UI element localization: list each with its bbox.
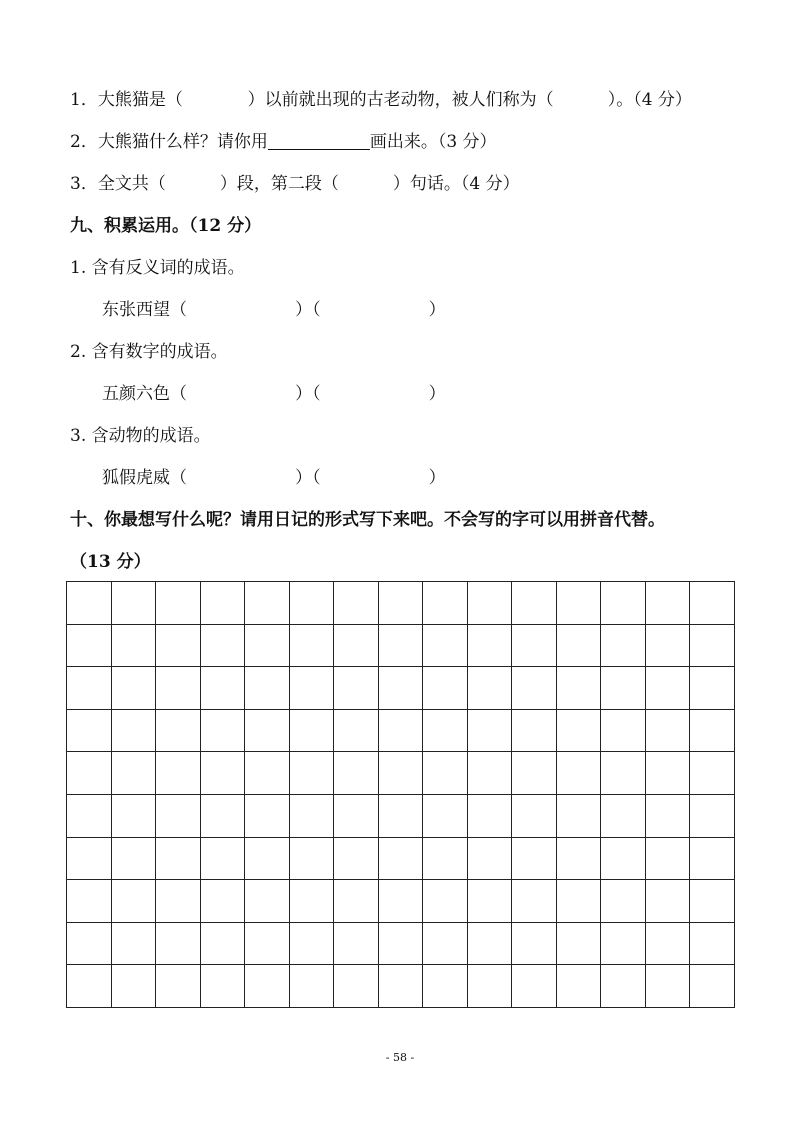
writing-grid-cell[interactable] bbox=[201, 838, 246, 881]
writing-grid-cell[interactable] bbox=[646, 710, 691, 753]
writing-grid-cell[interactable] bbox=[557, 923, 602, 966]
writing-grid-cell[interactable] bbox=[112, 625, 157, 668]
writing-grid-cell[interactable] bbox=[290, 880, 335, 923]
writing-grid[interactable] bbox=[66, 581, 735, 1008]
writing-grid-cell[interactable] bbox=[601, 710, 646, 753]
writing-grid-cell[interactable] bbox=[601, 838, 646, 881]
writing-grid-cell[interactable] bbox=[112, 923, 157, 966]
question-2-text-b: 画出来。（3 分） bbox=[369, 132, 497, 152]
writing-grid-cell[interactable] bbox=[557, 838, 602, 881]
writing-grid-cell[interactable] bbox=[512, 965, 557, 1008]
writing-grid-cell[interactable] bbox=[156, 923, 201, 966]
writing-grid-cell[interactable] bbox=[67, 880, 112, 923]
writing-grid-cell[interactable] bbox=[690, 710, 735, 753]
writing-grid-cell[interactable] bbox=[290, 923, 335, 966]
writing-grid-cell[interactable] bbox=[201, 880, 246, 923]
writing-grid-cell[interactable] bbox=[379, 923, 424, 966]
writing-grid-cell[interactable] bbox=[245, 880, 290, 923]
question-2 bbox=[70, 131, 497, 153]
writing-grid-cell[interactable] bbox=[245, 795, 290, 838]
writing-grid-cell[interactable] bbox=[334, 710, 379, 753]
writing-grid-cell[interactable] bbox=[512, 625, 557, 668]
writing-grid-cell[interactable] bbox=[646, 923, 691, 966]
writing-grid-cell[interactable] bbox=[512, 710, 557, 753]
writing-grid-cell[interactable] bbox=[334, 625, 379, 668]
writing-grid-cell[interactable] bbox=[245, 582, 290, 625]
writing-grid-cell[interactable] bbox=[646, 667, 691, 710]
writing-grid-cell[interactable] bbox=[245, 838, 290, 881]
writing-grid-cell[interactable] bbox=[690, 667, 735, 710]
writing-grid-cell[interactable] bbox=[245, 752, 290, 795]
writing-grid-cell[interactable] bbox=[67, 795, 112, 838]
writing-grid-cell[interactable] bbox=[423, 667, 468, 710]
writing-grid-cell[interactable] bbox=[468, 710, 513, 753]
writing-grid-cell[interactable] bbox=[690, 838, 735, 881]
writing-grid-cell[interactable] bbox=[512, 880, 557, 923]
section-9-item-3-example: 狐假虎威（ ）（ ） bbox=[102, 468, 446, 488]
writing-grid-cell[interactable] bbox=[334, 795, 379, 838]
writing-grid-cell[interactable] bbox=[423, 625, 468, 668]
writing-grid-cell[interactable] bbox=[512, 752, 557, 795]
writing-grid-cell[interactable] bbox=[379, 838, 424, 881]
section-9-item-2-label: 2. 含有数字的成语。 bbox=[70, 342, 228, 362]
writing-grid-cell[interactable] bbox=[646, 625, 691, 668]
writing-grid-cell[interactable] bbox=[67, 710, 112, 753]
writing-grid-cell[interactable] bbox=[423, 582, 468, 625]
writing-grid-cell[interactable] bbox=[201, 667, 246, 710]
writing-grid-cell[interactable] bbox=[423, 795, 468, 838]
writing-grid-cell[interactable] bbox=[601, 795, 646, 838]
writing-grid-cell[interactable] bbox=[67, 965, 112, 1008]
writing-grid-cell[interactable] bbox=[468, 795, 513, 838]
writing-grid-cell[interactable] bbox=[601, 625, 646, 668]
writing-grid-cell[interactable] bbox=[334, 880, 379, 923]
writing-grid-cell[interactable] bbox=[379, 880, 424, 923]
writing-grid-cell[interactable] bbox=[334, 582, 379, 625]
writing-grid-cell[interactable] bbox=[334, 838, 379, 881]
writing-grid-cell[interactable] bbox=[512, 582, 557, 625]
writing-grid-cell[interactable] bbox=[512, 838, 557, 881]
writing-grid-cell[interactable] bbox=[245, 625, 290, 668]
writing-grid-cell[interactable] bbox=[557, 667, 602, 710]
writing-grid-cell[interactable] bbox=[67, 838, 112, 881]
page-number: - 58 - bbox=[385, 1051, 415, 1064]
writing-grid-cell[interactable] bbox=[112, 838, 157, 881]
writing-grid-cell[interactable] bbox=[690, 923, 735, 966]
writing-grid-cell[interactable] bbox=[67, 923, 112, 966]
writing-grid-cell[interactable] bbox=[512, 667, 557, 710]
writing-grid-cell[interactable] bbox=[112, 710, 157, 753]
section-10-heading: 十、你最想写什么呢？请用日记的形式写下来吧。不会写的字可以用拼音代替。 bbox=[70, 510, 665, 530]
writing-grid-cell[interactable] bbox=[290, 582, 335, 625]
writing-grid-cell[interactable] bbox=[557, 795, 602, 838]
writing-grid-cell[interactable] bbox=[290, 625, 335, 668]
writing-grid-cell[interactable] bbox=[468, 667, 513, 710]
writing-grid-cell[interactable] bbox=[156, 625, 201, 668]
writing-grid-cell[interactable] bbox=[379, 710, 424, 753]
writing-grid-cell[interactable] bbox=[690, 582, 735, 625]
writing-grid-cell[interactable] bbox=[468, 965, 513, 1008]
writing-grid-cell[interactable] bbox=[156, 710, 201, 753]
writing-grid-cell[interactable] bbox=[201, 710, 246, 753]
writing-grid-cell[interactable] bbox=[67, 625, 112, 668]
writing-grid-cell[interactable] bbox=[601, 582, 646, 625]
writing-grid-cell[interactable] bbox=[468, 923, 513, 966]
question-2-text-a: 2．大熊猫什么样？请你用 bbox=[70, 132, 268, 152]
writing-grid-cell[interactable] bbox=[245, 923, 290, 966]
writing-grid-cell[interactable] bbox=[290, 710, 335, 753]
writing-grid-cell[interactable] bbox=[201, 923, 246, 966]
writing-grid-cell[interactable] bbox=[557, 752, 602, 795]
writing-grid-cell[interactable] bbox=[690, 625, 735, 668]
writing-grid-cell[interactable] bbox=[112, 880, 157, 923]
writing-grid-cell[interactable] bbox=[379, 752, 424, 795]
writing-grid-cell[interactable] bbox=[557, 625, 602, 668]
writing-grid-cell[interactable] bbox=[201, 752, 246, 795]
writing-grid-cell[interactable] bbox=[245, 965, 290, 1008]
writing-grid-cell[interactable] bbox=[423, 965, 468, 1008]
writing-grid-cell[interactable] bbox=[512, 923, 557, 966]
writing-grid-cell[interactable] bbox=[646, 795, 691, 838]
writing-grid-cell[interactable] bbox=[468, 838, 513, 881]
question-1: 1．大熊猫是（ ）以前就出现的古老动物，被人们称为（ ）。（4 分） bbox=[70, 90, 692, 110]
writing-grid-cell[interactable] bbox=[690, 752, 735, 795]
writing-grid-cell[interactable] bbox=[156, 965, 201, 1008]
writing-grid-cell[interactable] bbox=[156, 838, 201, 881]
writing-grid-cell[interactable] bbox=[557, 582, 602, 625]
writing-grid-cell[interactable] bbox=[601, 923, 646, 966]
writing-grid-cell[interactable] bbox=[290, 752, 335, 795]
writing-grid-cell[interactable] bbox=[245, 667, 290, 710]
writing-grid-cell[interactable] bbox=[112, 582, 157, 625]
writing-grid-cell[interactable] bbox=[112, 965, 157, 1008]
writing-grid-cell[interactable] bbox=[379, 582, 424, 625]
writing-grid-cell[interactable] bbox=[557, 710, 602, 753]
writing-grid-cell[interactable] bbox=[601, 667, 646, 710]
writing-grid-cell[interactable] bbox=[379, 965, 424, 1008]
writing-grid-cell[interactable] bbox=[67, 582, 112, 625]
writing-grid-cell[interactable] bbox=[156, 795, 201, 838]
writing-grid-cell[interactable] bbox=[468, 752, 513, 795]
writing-grid-cell[interactable] bbox=[646, 838, 691, 881]
writing-grid-cell[interactable] bbox=[557, 965, 602, 1008]
writing-grid-cell[interactable] bbox=[245, 710, 290, 753]
section-9-heading: 九、积累运用。（12 分） bbox=[70, 216, 262, 236]
writing-grid-cell[interactable] bbox=[334, 667, 379, 710]
writing-grid-cell[interactable] bbox=[290, 667, 335, 710]
section-9-item-1-label: 1. 含有反义词的成语。 bbox=[70, 258, 245, 278]
writing-grid-cell[interactable] bbox=[646, 880, 691, 923]
writing-grid-cell[interactable] bbox=[201, 965, 246, 1008]
writing-grid-cell[interactable] bbox=[690, 965, 735, 1008]
writing-grid-cell[interactable] bbox=[334, 965, 379, 1008]
writing-grid-cell[interactable] bbox=[557, 880, 602, 923]
section-9-item-1-example: 东张西望（ ）（ ） bbox=[102, 300, 446, 320]
section-9-item-2-example: 五颜六色（ ）（ ） bbox=[102, 384, 446, 404]
writing-grid-cell[interactable] bbox=[379, 667, 424, 710]
writing-grid-cell[interactable] bbox=[646, 582, 691, 625]
writing-grid-cell[interactable] bbox=[379, 625, 424, 668]
writing-grid-cell[interactable] bbox=[468, 582, 513, 625]
writing-grid-cell[interactable] bbox=[112, 667, 157, 710]
writing-grid-cell[interactable] bbox=[601, 965, 646, 1008]
writing-grid-cell[interactable] bbox=[156, 752, 201, 795]
section-10-points: （13 分） bbox=[70, 552, 151, 572]
section-9-item-3-label: 3. 含动物的成语。 bbox=[70, 426, 211, 446]
writing-grid-cell[interactable] bbox=[112, 795, 157, 838]
writing-grid-cell[interactable] bbox=[423, 923, 468, 966]
writing-grid-cell[interactable] bbox=[290, 965, 335, 1008]
writing-grid-cell[interactable] bbox=[512, 795, 557, 838]
writing-grid-cell[interactable] bbox=[334, 923, 379, 966]
writing-grid-cell[interactable] bbox=[201, 795, 246, 838]
writing-grid-cell[interactable] bbox=[112, 752, 157, 795]
writing-grid-cell[interactable] bbox=[67, 752, 112, 795]
answer-blank[interactable] bbox=[268, 133, 370, 150]
writing-grid-cell[interactable] bbox=[334, 752, 379, 795]
question-3: 3．全文共（ ）段，第二段（ ）句话。（4 分） bbox=[70, 174, 520, 194]
writing-grid-cell[interactable] bbox=[201, 582, 246, 625]
writing-grid-cell[interactable] bbox=[156, 880, 201, 923]
writing-grid-cell[interactable] bbox=[423, 710, 468, 753]
writing-grid-cell[interactable] bbox=[201, 625, 246, 668]
writing-grid-cell[interactable] bbox=[423, 880, 468, 923]
writing-grid-cell[interactable] bbox=[423, 752, 468, 795]
writing-grid-cell[interactable] bbox=[423, 838, 468, 881]
writing-grid-cell[interactable] bbox=[690, 880, 735, 923]
writing-grid-cell[interactable] bbox=[646, 965, 691, 1008]
writing-grid-cell[interactable] bbox=[290, 795, 335, 838]
writing-grid-cell[interactable] bbox=[156, 582, 201, 625]
writing-grid-cell[interactable] bbox=[290, 838, 335, 881]
writing-grid-cell[interactable] bbox=[601, 752, 646, 795]
writing-grid-cell[interactable] bbox=[156, 667, 201, 710]
writing-grid-cell[interactable] bbox=[468, 880, 513, 923]
writing-grid-cell[interactable] bbox=[379, 795, 424, 838]
writing-grid-cell[interactable] bbox=[646, 752, 691, 795]
writing-grid-cell[interactable] bbox=[468, 625, 513, 668]
writing-grid-cell[interactable] bbox=[601, 880, 646, 923]
writing-grid-cell[interactable] bbox=[690, 795, 735, 838]
writing-grid-cell[interactable] bbox=[67, 667, 112, 710]
